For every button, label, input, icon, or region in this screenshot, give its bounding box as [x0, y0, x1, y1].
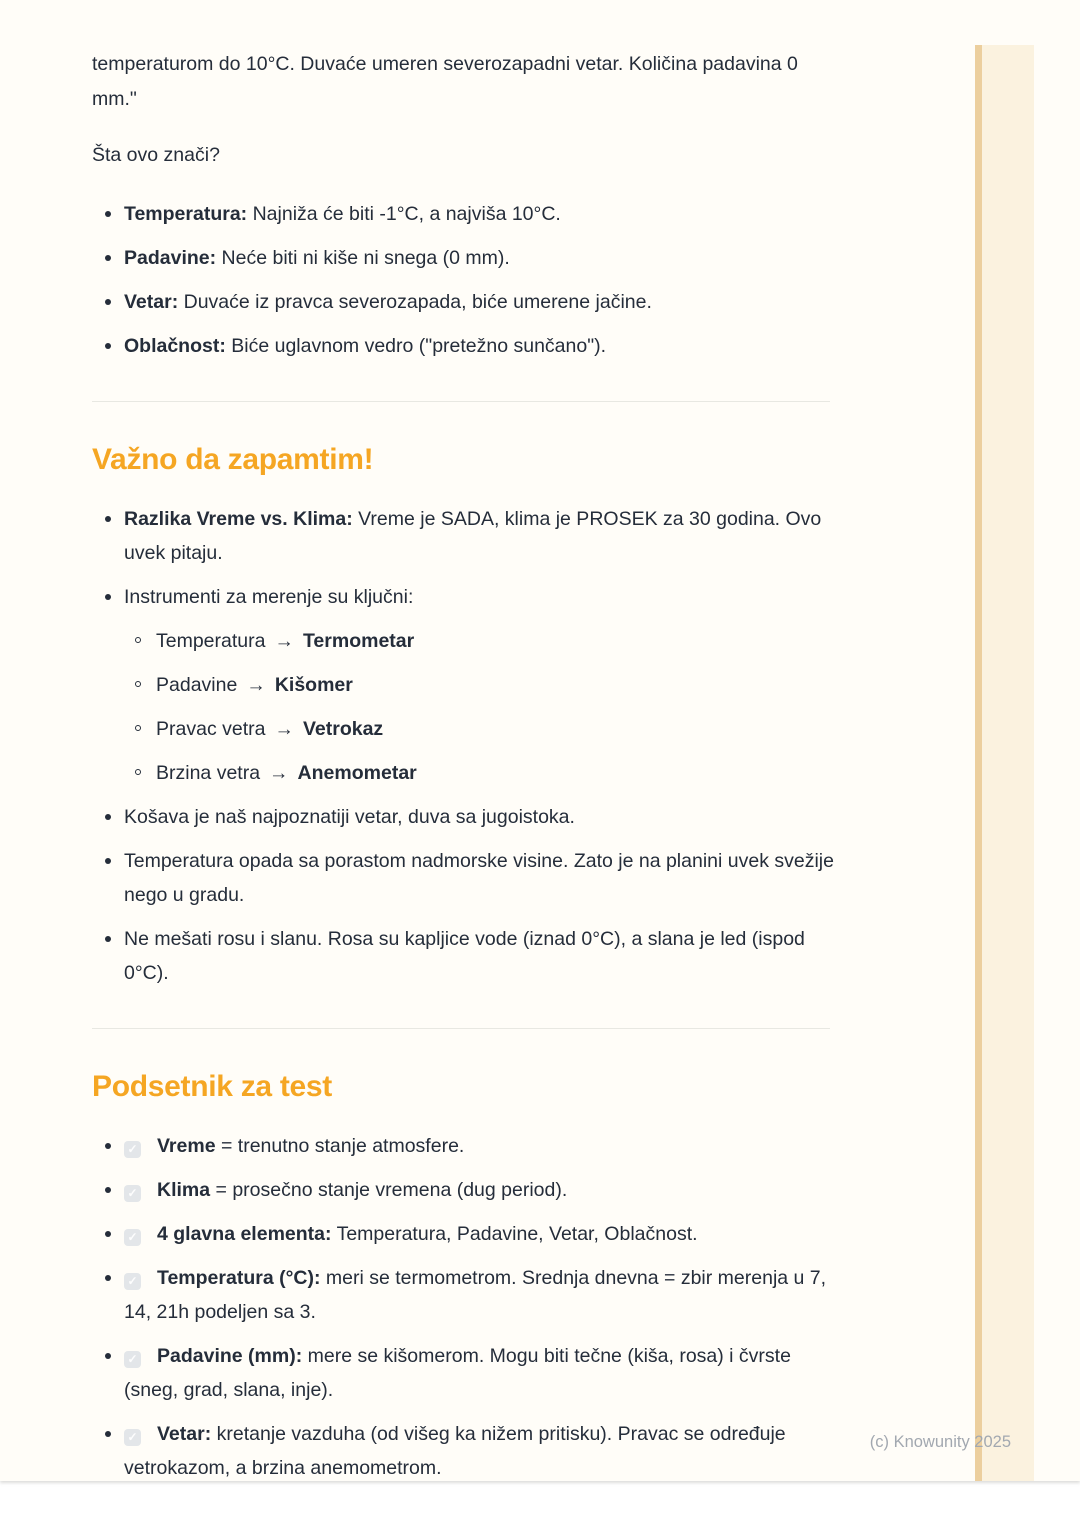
item-text: Duvaće iz pravca severozapada, biće umerene jačine. — [178, 291, 652, 313]
check-icon: ✓ — [127, 1230, 138, 1244]
bullet-icon — [105, 1143, 111, 1149]
bullet-icon — [105, 343, 111, 349]
bullet-icon — [105, 814, 111, 820]
bullet-icon — [105, 1231, 111, 1237]
section-heading-test-reminder: Podsetnik za test — [92, 1070, 332, 1103]
item-text: Instrumenti za merenje su ključni: — [124, 586, 414, 608]
instrument-device: Termometar — [302, 630, 415, 652]
check-icon: ✓ — [127, 1430, 138, 1444]
item-text: = trenutno stanje atmosfere. — [215, 1135, 465, 1157]
section-heading-important: Važno da zapamtim! — [92, 443, 374, 476]
bullet-icon — [105, 858, 111, 864]
bullet-icon — [105, 211, 111, 217]
page-content — [92, 47, 834, 1495]
item-text: mere se kišomerom. Mogu biti tečne (kiša, rosa) i čvrste (sneg, grad, slana, inje). — [124, 1345, 791, 1401]
bullet-icon — [105, 255, 111, 261]
instrument-label: Brzina vetra — [156, 762, 261, 784]
instrument-device: Vetrokaz — [302, 718, 384, 740]
checklist-item — [92, 1417, 834, 1485]
list-item — [92, 502, 834, 570]
item-term: Razlika Vreme vs. Klima: — [124, 508, 353, 530]
item-term: 4 glavna elementa: — [157, 1223, 332, 1245]
instrument-device: Anemometar — [297, 762, 417, 784]
checklist-item — [92, 1339, 834, 1407]
list-item — [92, 329, 834, 363]
item-text: Vreme je SADA, klima je PROSEK za 30 godina. Ovo uvek pitaju. — [124, 508, 822, 564]
intro-paragraph: temperaturom do 10°C. Duvaće umeren severozapadni vetar. Količina padavina 0 mm." — [92, 53, 798, 110]
checklist-item — [92, 1173, 834, 1207]
list-item — [92, 285, 834, 319]
item-term: Vetar: — [124, 291, 179, 313]
bullet-icon — [105, 299, 111, 305]
item-text: = prosečno stanje vremena (dug period). — [210, 1179, 568, 1201]
arrow-right-icon: → — [269, 762, 289, 784]
checklist-item — [92, 1129, 834, 1163]
list-item — [92, 800, 834, 834]
list-item — [124, 712, 834, 746]
arrow-right-icon: → — [274, 630, 294, 652]
item-text: Temperatura opada sa porastom nadmorske visine. Zato je na planini uvek svežije nego u gradu. — [124, 850, 834, 906]
circle-bullet-icon — [135, 725, 141, 731]
instrument-label: Pravac vetra — [156, 718, 266, 740]
bullet-icon — [105, 1275, 111, 1281]
list-item — [92, 241, 834, 275]
bullet-icon — [105, 936, 111, 942]
checkbox-checked[interactable] — [124, 1273, 141, 1290]
bullet-icon — [105, 1353, 111, 1359]
item-term: Vreme — [157, 1135, 216, 1157]
check-icon: ✓ — [127, 1186, 138, 1200]
check-icon: ✓ — [127, 1352, 138, 1366]
item-text: Biće uglavnom vedro ("pretežno sunčano"). — [225, 335, 607, 357]
checkbox-checked[interactable] — [124, 1229, 141, 1246]
intro-question: Šta ovo znači? — [92, 144, 220, 166]
item-term: Padavine: — [124, 247, 217, 269]
page-margin-strip — [975, 45, 1034, 1481]
check-icon: ✓ — [127, 1142, 138, 1156]
copyright-footer: (c) Knowunity 2025 — [869, 1433, 1011, 1451]
instrument-label: Padavine — [156, 674, 238, 696]
circle-bullet-icon — [135, 769, 141, 775]
item-text: Ne mešati rosu i slanu. Rosa su kapljice vode (iznad 0°C), a slana je led (ispod 0°C). — [124, 928, 805, 984]
instrument-label: Temperatura — [156, 630, 266, 652]
check-icon: ✓ — [127, 1274, 138, 1288]
item-term: Klima — [157, 1179, 211, 1201]
item-term: Vetar: — [157, 1423, 212, 1445]
item-text: Neće biti ni kiše ni snega (0 mm). — [216, 247, 510, 269]
item-term: Oblačnost: — [124, 335, 226, 357]
bullet-icon — [105, 1187, 111, 1193]
list-item — [124, 624, 834, 658]
instrument-device: Kišomer — [274, 674, 353, 696]
list-item — [124, 756, 834, 790]
list-item — [92, 844, 834, 912]
instruments-sublist — [124, 624, 834, 790]
weather-meaning-list — [92, 197, 834, 363]
item-term: Temperatura (°C): — [157, 1267, 321, 1289]
item-text: kretanje vazduha (od višeg ka nižem pritisku). Pravac se određuje vetrokazom, a brzina anemometrom. — [124, 1423, 786, 1479]
item-text: Košava je naš najpoznatiji vetar, duva sa jugoistoka. — [124, 806, 575, 828]
arrow-right-icon: → — [246, 674, 266, 696]
checkbox-checked[interactable] — [124, 1351, 141, 1368]
checklist-item — [92, 1261, 834, 1329]
bullet-icon — [105, 516, 111, 522]
checkbox-checked[interactable] — [124, 1141, 141, 1158]
list-item — [92, 197, 834, 231]
item-term: Padavine (mm): — [157, 1345, 303, 1367]
section-divider — [92, 401, 830, 402]
important-notes-list — [92, 502, 834, 990]
circle-bullet-icon — [135, 681, 141, 687]
item-text: Najniža će biti -1°C, a najviša 10°C. — [247, 203, 561, 225]
arrow-right-icon: → — [274, 718, 294, 740]
circle-bullet-icon — [135, 637, 141, 643]
item-text: meri se termometrom. Srednja dnevna = zbir merenja u 7, 14, 21h podeljen sa 3. — [124, 1267, 827, 1323]
section-divider — [92, 1028, 830, 1029]
list-item — [124, 668, 834, 702]
test-reminder-checklist — [92, 1129, 834, 1485]
list-item — [92, 580, 834, 790]
bullet-icon — [105, 594, 111, 600]
item-term: Temperatura: — [124, 203, 248, 225]
bullet-icon — [105, 1431, 111, 1437]
checkbox-checked[interactable] — [124, 1185, 141, 1202]
checklist-item — [92, 1217, 834, 1251]
list-item — [92, 922, 834, 990]
checkbox-checked[interactable] — [124, 1429, 141, 1446]
item-text: Temperatura, Padavine, Vetar, Oblačnost. — [331, 1223, 698, 1245]
